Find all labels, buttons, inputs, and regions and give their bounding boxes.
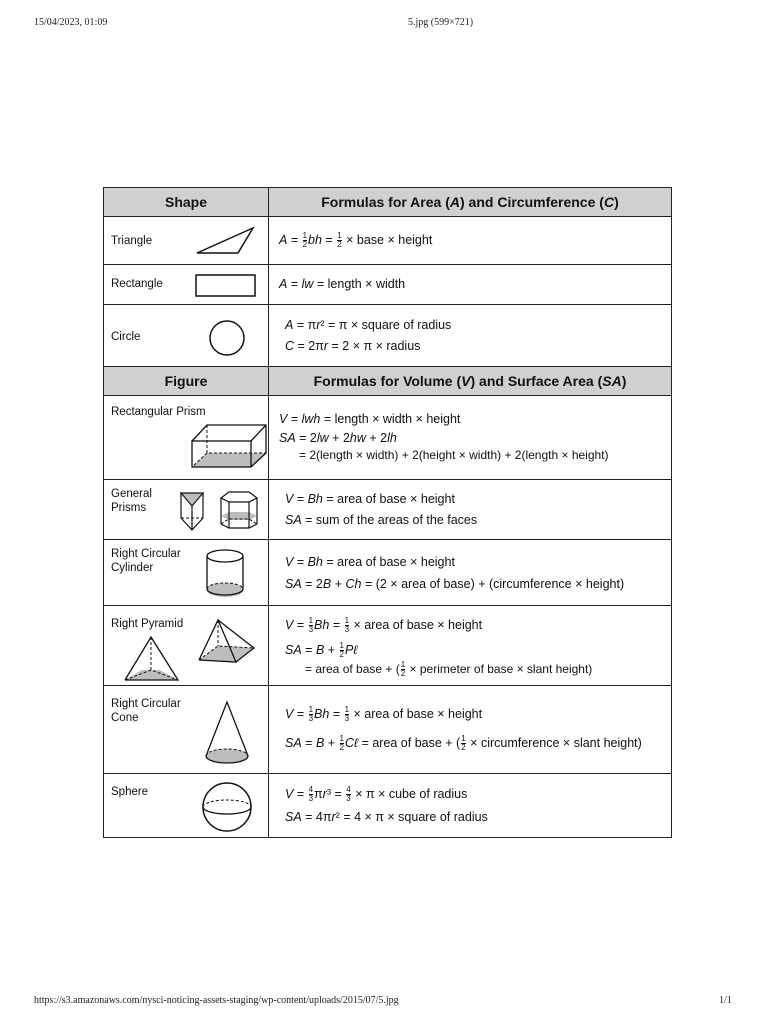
formula-table — [103, 187, 672, 838]
row-circle — [104, 305, 672, 367]
row-pyramid — [104, 606, 672, 686]
print-url[interactable]: https://s3.amazonaws.com/nysci-noticing-assets-staging/wp-content/uploads/2015/07/5.jpg — [34, 995, 399, 1006]
cylinder-label-2: Cylinder — [111, 562, 154, 574]
pyramid-formulas: V = $\frac{1}{3}$ Bh = $\frac{1}{3}$ × area of base × height SA = B + $\frac{1}{2}$ Pℓ = area of base + ( $\frac{1}{2}$ × perimeter of base × slant height) — [285, 616, 593, 679]
row-rectangle — [104, 265, 672, 305]
print-datetime: 15/04/2023, 01:09 — [34, 17, 108, 28]
print-title: 5.jpg (599×721) — [408, 17, 474, 28]
cylinder-icon — [204, 547, 246, 601]
triangle-formula: A = $\frac{1}{2}$ bh = $\frac{1}{2}$ × base × height — [279, 231, 433, 250]
volume-formulas-header: Formulas for Volume (V) and Surface Area (SA) — [269, 367, 672, 396]
sphere-label: Sphere — [111, 786, 149, 798]
pyramid-label: Right Pyramid — [111, 618, 184, 630]
rectangle-formula: A = lw = length × width — [279, 277, 406, 291]
rectangular-prism-icon — [190, 423, 270, 469]
triangle-label: Triangle — [111, 235, 153, 247]
circle-icon — [207, 319, 247, 357]
general-prisms-label-2: Prisms — [111, 502, 147, 514]
cone-formulas: V = $\frac{1}{3}$ Bh = $\frac{1}{3}$ × area of base × height SA = B + $\frac{1}{2}$ Cℓ = area of base + ( $\frac{1}{2}$ × circumference × slant height) — [285, 705, 642, 753]
figure-header: Figure — [104, 367, 269, 396]
shape-header: Shape — [104, 188, 269, 217]
cylinder-formulas: V = Bh = area of base × height SA = 2B + Ch = (2 × area of base) + (circumference × height) — [285, 554, 625, 591]
cone-label-2: Cone — [111, 712, 139, 724]
rectangle-label: Rectangle — [111, 278, 163, 290]
sphere-formulas: V = $\frac{4}{3}$ πr³ = $\frac{4}{3}$ × π × cube of radius SA = 4πr² = 4 × π × square of radius — [285, 785, 488, 824]
cone-icon — [203, 698, 251, 770]
general-prisms-label-1: General — [111, 488, 152, 500]
row-cone — [104, 686, 672, 774]
sphere-icon — [199, 782, 255, 832]
print-page-number: 1/1 — [719, 995, 732, 1006]
area-formulas-header: Formulas for Area (A) and Circumference (C) — [269, 188, 672, 217]
circle-label: Circle — [111, 331, 141, 343]
circle-formulas: A = πr² = π × square of radius C = 2πr = 2 × π × radius — [285, 317, 452, 353]
general-prisms-icon — [177, 488, 267, 532]
row-cylinder — [104, 540, 672, 606]
rectangular-prism-formulas: V = lwh = length × width × height SA = 2lw + 2hw + 2lh = 2(length × width) + 2(height × width) + 2(length × height) — [279, 412, 609, 462]
row-sphere — [104, 774, 672, 838]
cone-label-1: Right Circular — [111, 698, 181, 710]
row-rectangular-prism — [104, 396, 672, 480]
rectangular-prism-label: Rectangular Prism — [111, 406, 206, 418]
cylinder-label-1: Right Circular — [111, 548, 181, 560]
rectangle-icon — [195, 274, 257, 298]
row-triangle — [104, 217, 672, 265]
triangular-pyramid-icon — [122, 634, 184, 684]
general-prisms-formulas: V = Bh = area of base × height SA = sum of the areas of the faces — [285, 491, 478, 527]
row-general-prisms — [104, 480, 672, 540]
square-pyramid-icon — [196, 616, 258, 670]
triangle-icon — [194, 226, 256, 256]
